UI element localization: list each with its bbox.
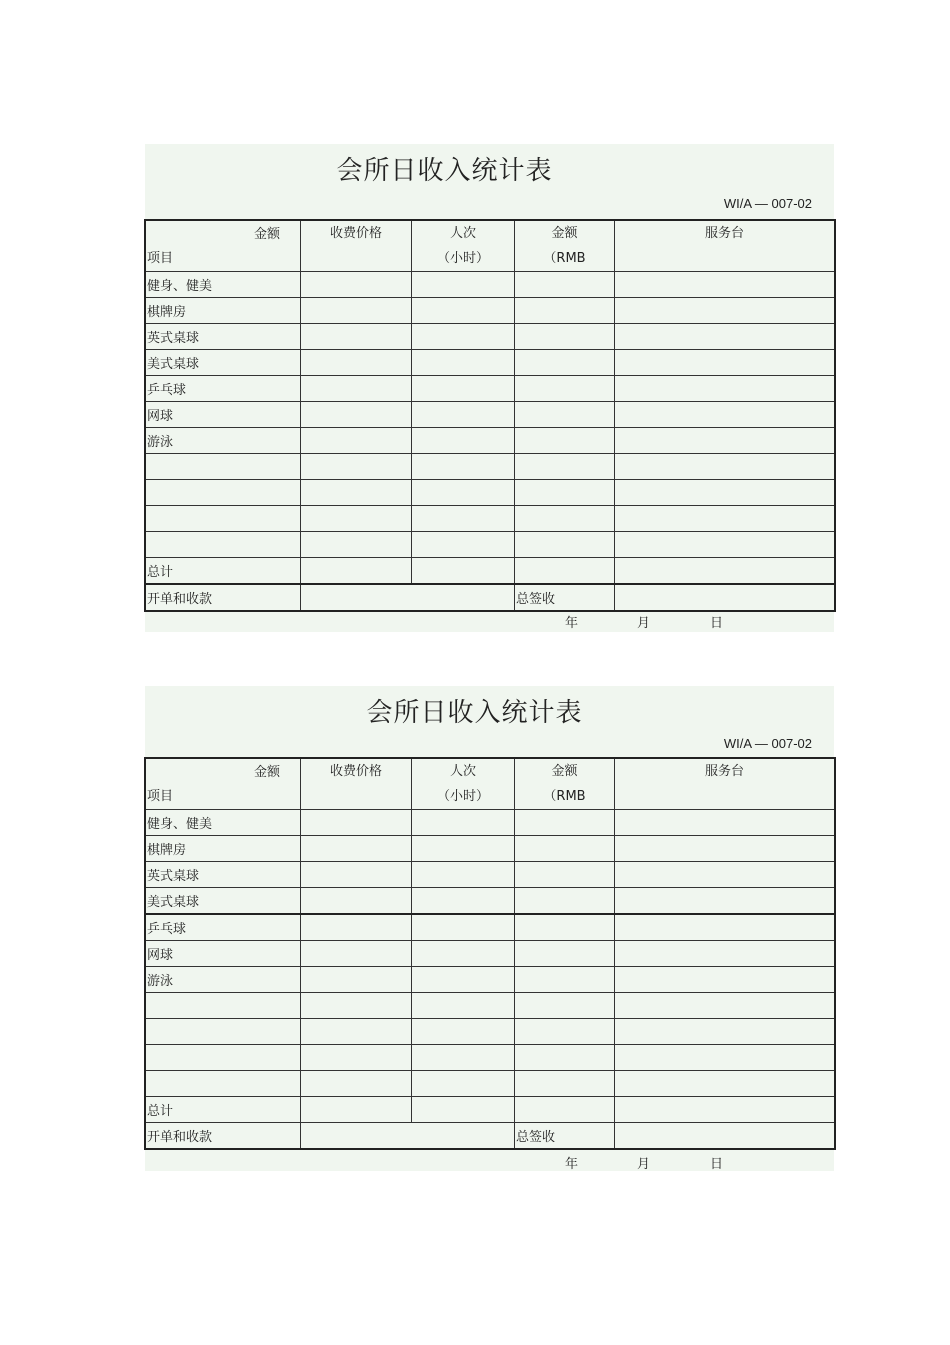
table-row (146, 1019, 835, 1045)
income-form-2 (145, 686, 834, 1171)
price-cell[interactable] (301, 350, 412, 376)
table-row (146, 914, 835, 941)
count-cell[interactable] (412, 1071, 515, 1097)
desk-cell[interactable] (615, 454, 835, 480)
desk-cell[interactable] (615, 941, 835, 967)
item-label (146, 480, 301, 506)
count-cell[interactable] (412, 993, 515, 1019)
table-row (146, 298, 835, 324)
price-cell[interactable] (301, 941, 412, 967)
money-cell[interactable] (515, 272, 615, 298)
table-row (146, 350, 835, 376)
sign-label: 总签收 (515, 584, 615, 611)
count-cell[interactable] (412, 376, 515, 402)
header-item-cell (146, 221, 301, 272)
date-year: 年 (565, 1157, 579, 1172)
item-label: 美式桌球 (146, 888, 301, 915)
item-label: 网球 (146, 402, 301, 428)
item-label: 棋牌房 (146, 836, 301, 862)
header-desk: 服务台 (615, 221, 835, 272)
table-row (146, 532, 835, 558)
count-cell[interactable] (412, 810, 515, 836)
table-row (146, 862, 835, 888)
price-cell[interactable] (301, 506, 412, 532)
header-count-bottom: （小时） (436, 789, 489, 804)
item-label: 英式桌球 (146, 324, 301, 350)
table-row (146, 967, 835, 993)
total-price-cell[interactable] (301, 1097, 412, 1123)
table-row (146, 480, 835, 506)
item-label: 游泳 (146, 428, 301, 454)
count-cell[interactable] (412, 836, 515, 862)
money-cell[interactable] (515, 350, 615, 376)
table-row (146, 506, 835, 532)
total-desk-cell[interactable] (615, 558, 835, 585)
desk-cell[interactable] (615, 810, 835, 836)
item-label: 英式桌球 (146, 862, 301, 888)
sign-cell[interactable] (615, 1123, 835, 1149)
desk-cell[interactable] (615, 350, 835, 376)
desk-cell[interactable] (615, 1019, 835, 1045)
form-title: 会所日收入统计表 (366, 698, 583, 728)
desk-cell[interactable] (615, 428, 835, 454)
item-label: 健身、健美 (146, 272, 301, 298)
price-cell[interactable] (301, 532, 412, 558)
billing-cell[interactable] (301, 1123, 515, 1149)
desk-cell[interactable] (615, 376, 835, 402)
table-row (146, 1045, 835, 1071)
header-money-bottom: （RMB (543, 789, 586, 804)
item-label: 健身、健美 (146, 810, 301, 836)
money-cell[interactable] (515, 967, 615, 993)
sign-cell[interactable] (615, 584, 835, 611)
header-amount: 金额 (253, 765, 280, 780)
header-item: 项目 (147, 789, 174, 804)
money-cell[interactable] (515, 888, 615, 915)
count-cell[interactable] (412, 506, 515, 532)
table-row (146, 324, 835, 350)
desk-cell[interactable] (615, 993, 835, 1019)
money-cell[interactable] (515, 402, 615, 428)
item-label: 游泳 (146, 967, 301, 993)
count-cell[interactable] (412, 1045, 515, 1071)
money-cell[interactable] (515, 532, 615, 558)
date-day: 日 (710, 616, 724, 631)
desk-cell[interactable] (615, 888, 835, 915)
form-code: WI/A — 007-02 (723, 196, 812, 211)
item-label (146, 532, 301, 558)
table-row (146, 810, 835, 836)
money-cell[interactable] (515, 914, 615, 941)
item-label: 乒乓球 (146, 914, 301, 941)
price-cell[interactable] (301, 993, 412, 1019)
income-form-1 (145, 144, 834, 632)
money-cell[interactable] (515, 298, 615, 324)
header-money (515, 759, 615, 810)
total-desk-cell[interactable] (615, 1097, 835, 1123)
price-cell[interactable] (301, 376, 412, 402)
table-row (146, 993, 835, 1019)
desk-cell[interactable] (615, 272, 835, 298)
count-cell[interactable] (412, 350, 515, 376)
money-cell[interactable] (515, 454, 615, 480)
item-label: 棋牌房 (146, 298, 301, 324)
money-cell[interactable] (515, 1071, 615, 1097)
item-label (146, 1045, 301, 1071)
price-cell[interactable] (301, 967, 412, 993)
billing-label: 开单和收款 (146, 584, 301, 611)
item-label (146, 1071, 301, 1097)
header-count (412, 759, 515, 810)
table-row (146, 836, 835, 862)
price-cell[interactable] (301, 272, 412, 298)
header-count-top: 人次 (449, 226, 476, 241)
header-count (412, 221, 515, 272)
header-money-top: 金额 (551, 764, 578, 779)
header-count-bottom: （小时） (436, 251, 489, 266)
desk-cell[interactable] (615, 298, 835, 324)
price-cell[interactable] (301, 810, 412, 836)
desk-cell[interactable] (615, 324, 835, 350)
desk-cell[interactable] (615, 1045, 835, 1071)
header-count-top: 人次 (449, 764, 476, 779)
form-code: WI/A — 007-02 (723, 736, 812, 751)
date-month: 月 (637, 616, 651, 631)
header-money-bottom: （RMB (543, 251, 586, 266)
desk-cell[interactable] (615, 480, 835, 506)
item-label (146, 506, 301, 532)
table-row (146, 1071, 835, 1097)
sign-label: 总签收 (515, 1123, 615, 1149)
desk-cell[interactable] (615, 402, 835, 428)
form-title: 会所日收入统计表 (336, 156, 553, 186)
count-cell[interactable] (412, 454, 515, 480)
money-cell[interactable] (515, 941, 615, 967)
total-count-cell[interactable] (412, 1097, 515, 1123)
desk-cell[interactable] (615, 506, 835, 532)
price-cell[interactable] (301, 1071, 412, 1097)
desk-cell[interactable] (615, 862, 835, 888)
item-label (146, 993, 301, 1019)
price-cell[interactable] (301, 428, 412, 454)
date-month: 月 (637, 1157, 651, 1172)
header-money (515, 221, 615, 272)
total-money-cell[interactable] (515, 558, 615, 585)
table-row (146, 402, 835, 428)
header-desk: 服务台 (615, 759, 835, 810)
header-money-top: 金额 (551, 226, 578, 241)
table-row (146, 888, 835, 915)
money-cell[interactable] (515, 993, 615, 1019)
count-cell[interactable] (412, 532, 515, 558)
desk-cell[interactable] (615, 1071, 835, 1097)
money-cell[interactable] (515, 1045, 615, 1071)
table-row (146, 454, 835, 480)
table-row (146, 428, 835, 454)
count-cell[interactable] (412, 272, 515, 298)
table-row (146, 941, 835, 967)
header-amount: 金额 (253, 227, 280, 242)
money-cell[interactable] (515, 836, 615, 862)
desk-cell[interactable] (615, 914, 835, 941)
header-item: 项目 (147, 251, 174, 266)
price-cell[interactable] (301, 298, 412, 324)
money-cell[interactable] (515, 428, 615, 454)
item-label: 乒乓球 (146, 376, 301, 402)
billing-cell[interactable] (301, 584, 515, 611)
price-cell[interactable] (301, 480, 412, 506)
money-cell[interactable] (515, 480, 615, 506)
count-cell[interactable] (412, 914, 515, 941)
price-cell[interactable] (301, 402, 412, 428)
item-label (146, 454, 301, 480)
count-cell[interactable] (412, 967, 515, 993)
table-row (146, 272, 835, 298)
count-cell[interactable] (412, 941, 515, 967)
count-cell[interactable] (412, 862, 515, 888)
item-label: 美式桌球 (146, 350, 301, 376)
billing-label: 开单和收款 (146, 1123, 301, 1149)
header-price: 收费价格 (301, 759, 412, 810)
price-cell[interactable] (301, 914, 412, 941)
price-cell[interactable] (301, 1045, 412, 1071)
money-cell[interactable] (515, 506, 615, 532)
price-cell[interactable] (301, 454, 412, 480)
desk-cell[interactable] (615, 836, 835, 862)
date-day: 日 (710, 1157, 724, 1172)
desk-cell[interactable] (615, 967, 835, 993)
total-label: 总计 (146, 558, 301, 585)
total-label: 总计 (146, 1097, 301, 1123)
header-item-cell (146, 759, 301, 810)
total-price-cell[interactable] (301, 558, 412, 585)
total-money-cell[interactable] (515, 1097, 615, 1123)
income-table (145, 220, 835, 611)
price-cell[interactable] (301, 1019, 412, 1045)
count-cell[interactable] (412, 402, 515, 428)
income-table (145, 758, 835, 1149)
money-cell[interactable] (515, 810, 615, 836)
count-cell[interactable] (412, 888, 515, 915)
price-cell[interactable] (301, 836, 412, 862)
price-cell[interactable] (301, 324, 412, 350)
count-cell[interactable] (412, 1019, 515, 1045)
count-cell[interactable] (412, 428, 515, 454)
item-label (146, 1019, 301, 1045)
money-cell[interactable] (515, 1019, 615, 1045)
count-cell[interactable] (412, 480, 515, 506)
money-cell[interactable] (515, 324, 615, 350)
table-row (146, 376, 835, 402)
price-cell[interactable] (301, 888, 412, 915)
total-count-cell[interactable] (412, 558, 515, 585)
count-cell[interactable] (412, 324, 515, 350)
date-year: 年 (565, 616, 579, 631)
item-label: 网球 (146, 941, 301, 967)
count-cell[interactable] (412, 298, 515, 324)
desk-cell[interactable] (615, 532, 835, 558)
money-cell[interactable] (515, 862, 615, 888)
money-cell[interactable] (515, 376, 615, 402)
header-price: 收费价格 (301, 221, 412, 272)
price-cell[interactable] (301, 862, 412, 888)
